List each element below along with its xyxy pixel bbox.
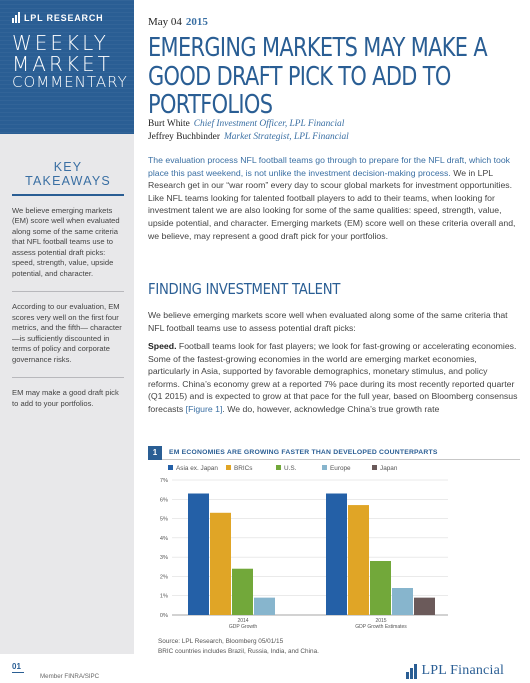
legend-swatch [168, 465, 173, 470]
y-tick-label: 7% [159, 478, 168, 484]
legend-label: BRICs [234, 465, 253, 472]
bar-brics [210, 513, 231, 615]
brand-name: LPL RESEARCH [24, 12, 104, 23]
brand [12, 12, 124, 23]
lpl-logo-icon [12, 12, 20, 23]
key-takeaways-panel [0, 134, 134, 654]
bar-asia-ex-japan [326, 494, 347, 616]
x-tick-label: GDP Growth [228, 624, 258, 630]
bar-asia-ex-japan [188, 494, 209, 616]
speed-label: Speed. [148, 341, 177, 351]
y-tick-label: 3% [159, 555, 168, 562]
author-1 [148, 118, 349, 131]
legend-label: Europe [330, 465, 351, 472]
bar-japan [414, 598, 435, 615]
y-tick-label: 5% [159, 516, 168, 523]
issue-date [148, 16, 208, 28]
source-line: Source: LPL Research, Bloomberg 05/01/15 [158, 638, 284, 645]
bar-u-s [370, 561, 391, 615]
intro-body: We in LPL Research get in our “war room” every day to scour global markets for investment opportunities. Like NFL teams looking for talented football players to add to their teams, when looking for investment talent we are also looking for some of the same qualities: speed, strength, value, upside potential, and character. Emerging markets (EM) score well on these criteria overall and, we believe, may represent a good draft pick for your portfolios. [148, 167, 516, 241]
takeaway-item: EM may make a good draft pick to add to your portfolios. [12, 388, 119, 408]
legend-label: Japan [380, 465, 398, 472]
series-line-3: COMMENTARY [12, 73, 128, 91]
legend-label: U.S. [284, 465, 297, 472]
divider [12, 194, 124, 196]
bar-u-s [232, 569, 253, 615]
series-line-2: MARKET [12, 52, 113, 76]
body-paragraph: We believe emerging markets score well when evaluated along some of the same criteria that NFL football teams use to assess potential draft picks: [148, 310, 508, 333]
figure-reference-link[interactable]: [Figure 1] [185, 404, 223, 415]
y-tick-label: 0% [159, 613, 168, 619]
legend-swatch [372, 465, 377, 470]
gdp-growth-bar-chart [148, 462, 520, 634]
bar-brics [348, 505, 369, 615]
authors [148, 118, 349, 144]
figure-header [148, 446, 520, 460]
key-takeaways-title: KEY TAKEAWAYS [25, 160, 111, 188]
speed-text: Football teams look for fast players; we look for fast-growing or accelerating economies. Some of the fastest-growing economies in the world are emerging market economies, particularly in Asia, supported by favorable demographics, monetary stimulus, and policy reforms. China’s economy grew at a reported 7% pace during its most recently reported quarter (Q1 2015) and is expected to grow at that pace for the full year, based on Bloomberg consensus forecasts [148, 341, 518, 415]
author-title: Chief Investment Officer, LPL Financial [193, 119, 345, 129]
lpl-logo-icon [406, 664, 417, 679]
sidebar-header [0, 0, 134, 134]
figure-title: EM ECONOMIES ARE GROWING FASTER THAN DEVELOPED COUNTERPARTS [169, 449, 438, 456]
intro-lead: The evaluation process NFL football teams go through to prepare for the NFL draft, which took place this past weekend, is not unlike the investment decision-making process. [148, 155, 511, 178]
author-name: Burt White [148, 119, 190, 129]
intro-paragraph [148, 154, 520, 242]
series-line-1: WEEKLY [12, 31, 109, 55]
y-tick-label: 6% [159, 497, 168, 504]
y-tick-label: 2% [159, 574, 168, 581]
takeaway-item: We believe emerging markets (EM) score well when evaluated along some of the same criteria that NFL football teams use to assess potential draft picks: speed, strength, value, upside potential, and character. [12, 206, 124, 292]
legend-swatch [276, 465, 281, 470]
logo-text: LPL Financial [421, 663, 505, 678]
figure-source [158, 637, 319, 657]
source-note: BRIC countries includes Brazil, Russia, India, and China. [158, 647, 319, 655]
speed-text-end: . We do, however, acknowledge China’s true growth rate [222, 404, 440, 415]
figure-number: 1 [148, 446, 162, 460]
body-paragraph [148, 340, 520, 416]
y-tick-label: 4% [159, 535, 168, 542]
date-year: 2015 [185, 16, 208, 28]
page-title: EMERGING MARKETS MAY MAKE A GOOD DRAFT PICK TO ADD TO PORTFOLIOS [148, 33, 488, 121]
lpl-financial-logo [406, 663, 504, 679]
bar-europe [392, 588, 413, 615]
author-title: Market Strategist, LPL Financial [223, 132, 349, 143]
x-tick-label: GDP Growth Estimates [355, 624, 407, 630]
date-day: May 04 [148, 16, 182, 28]
author-name: Jeffrey Buchbinder [148, 132, 220, 143]
publication-series [12, 31, 128, 91]
author-2 [148, 131, 349, 144]
bar-europe [254, 598, 275, 615]
takeaway-item: According to our evaluation, EM scores very well on the first four metrics, and the fifth— character—is sufficiently discounted in terms of policy and corporate governance risks. [12, 302, 124, 378]
section-heading: FINDING INVESTMENT TALENT [148, 280, 341, 298]
y-tick-label: 1% [159, 593, 168, 600]
x-tick-label: 2015 [375, 618, 387, 624]
page-number: 01 [12, 662, 24, 673]
x-tick-label: 2014 [237, 618, 249, 624]
member-disclosure: Member FINRA/SIPC [40, 673, 100, 680]
legend-swatch [226, 465, 231, 470]
legend-label: Asia ex. Japan [176, 465, 218, 472]
legend-swatch [322, 465, 327, 470]
